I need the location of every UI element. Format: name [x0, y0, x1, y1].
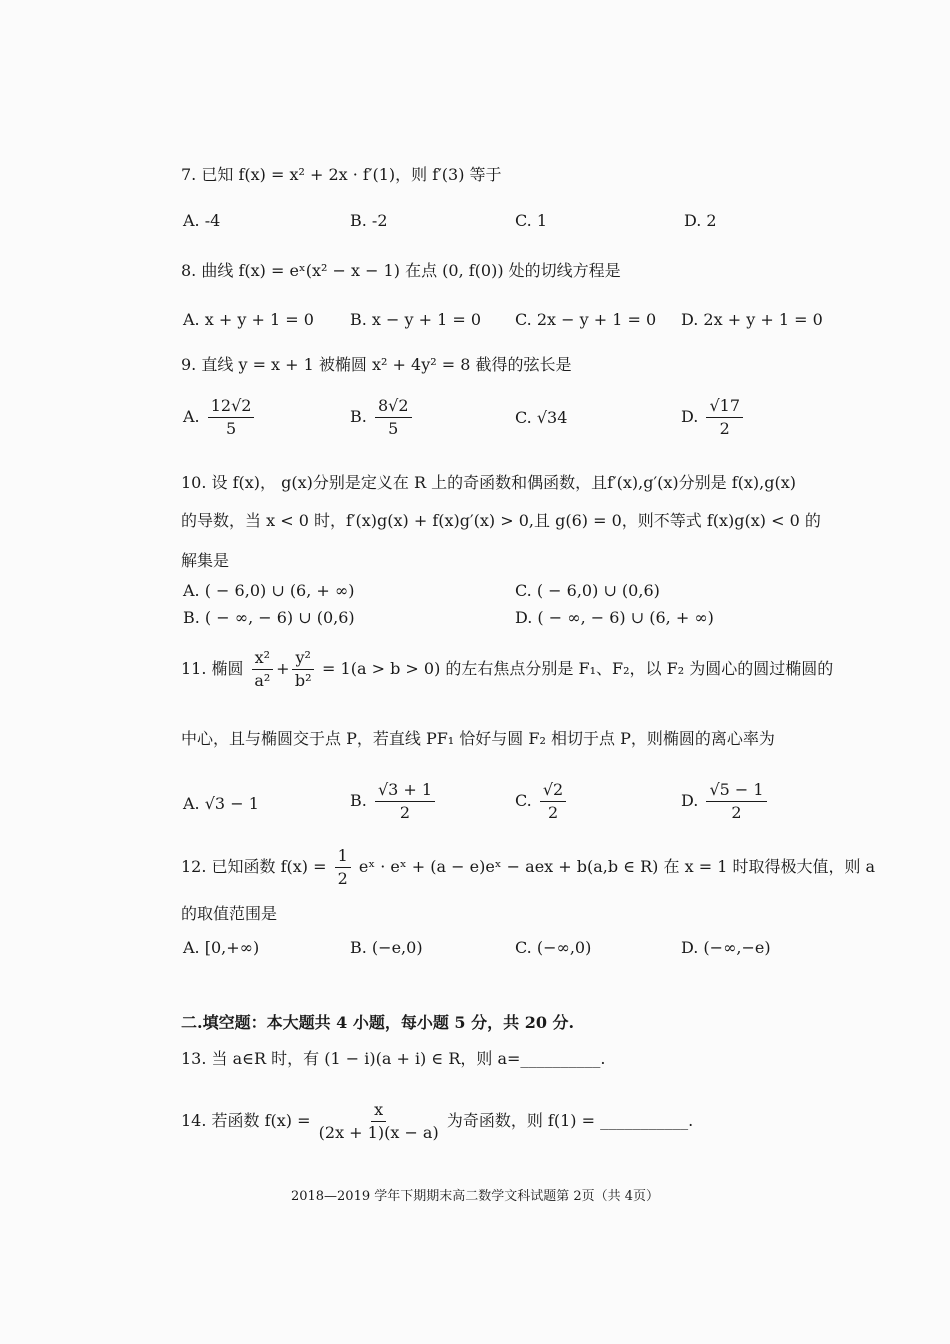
section-2-heading: 二.填空题：本大题共 4 小题，每小题 5 分，共 20 分.: [181, 1013, 575, 1032]
question-12-rest: eˣ · eˣ + (a − e)eˣ − aex + b(a,b ∈ R) 在 x = 1 时取得极大值，则 a: [358, 857, 876, 876]
question-12-line-1: [181, 846, 875, 889]
fraction-denominator: 2: [731, 803, 742, 822]
question-14-rest: 为奇函数，则 f(1) = ___________.: [446, 1111, 694, 1130]
fraction: [375, 780, 435, 823]
question-9-option-c: [515, 408, 567, 427]
fraction-numerator: y²: [292, 648, 313, 670]
question-11-line-2: 中心，且与椭圆交于点 P，若直线 PF₁ 恰好与圆 F₂ 相切于点 P，则椭圆的离心率为: [181, 729, 775, 748]
fraction: [252, 648, 273, 691]
fraction-numerator: √17: [706, 396, 743, 418]
option-value: √34: [536, 408, 568, 427]
question-12-option-a: A. [0,+∞): [183, 938, 260, 957]
option-label: A.: [183, 407, 200, 426]
question-9-option-a: [183, 396, 257, 439]
option-label: D.: [681, 407, 699, 426]
question-8-stem: 8. 曲线 f(x) = eˣ(x² − x − 1) 在点 (0, f(0)) 处的切线方程是: [181, 261, 621, 280]
fraction: [319, 1100, 439, 1143]
question-8-option-a: A. x + y + 1 = 0: [183, 310, 314, 329]
question-11-option-c: [515, 780, 569, 823]
question-8-option-b: B. x − y + 1 = 0: [350, 310, 482, 329]
question-9-option-d: [681, 396, 746, 439]
question-7-stem: 7. 已知 f(x) = x² + 2x · f′(1)，则 f′(3) 等于: [181, 165, 502, 184]
option-value: √3 − 1: [204, 794, 259, 813]
question-10-option-b: B. ( − ∞, − 6) ∪ (0,6): [183, 608, 355, 627]
question-11-prefix: 11. 椭圆: [181, 659, 244, 678]
question-14: [181, 1100, 693, 1143]
fraction: [292, 648, 313, 691]
fraction-denominator: 2: [547, 803, 559, 822]
question-9-stem: 9. 直线 y = x + 1 被椭圆 x² + 4y² = 8 截得的弦长是: [181, 355, 572, 374]
question-10-line-3: 解集是: [181, 551, 230, 570]
fraction: [208, 396, 255, 439]
fraction-numerator: √2: [540, 780, 566, 802]
fraction: [335, 846, 351, 889]
question-12-option-c: C. (−∞,0): [515, 938, 592, 957]
fraction-numerator: x²: [252, 648, 273, 670]
question-11-rest: = 1(a > b > 0) 的左右焦点分别是 F₁、F₂，以 F₂ 为圆心的圆过椭圆的: [322, 659, 834, 678]
question-7-option-a: A. -4: [183, 211, 221, 230]
fraction-denominator: a²: [254, 671, 271, 690]
fraction: [706, 396, 743, 439]
question-12-prefix: 12. 已知函数 f(x) =: [181, 857, 327, 876]
question-13: 13. 当 a∈R 时，有 (1 − i)(a + i) ∈ R，则 a=__________.: [181, 1049, 606, 1068]
question-11-line-1: 11. 椭圆 $\frac{\text{x²}}{\text{a²}}$ + $\frac{\text{y²}}{\text{b²}}$ = 1(a > b > 0) 的左右焦点分别是 F₁、F₂，以 F₂ 为圆心的圆过椭圆的: [181, 648, 834, 690]
question-10-line-2: 的导数，当 x < 0 时，f′(x)g(x) + f(x)g′(x) > 0,且 g(6) = 0，则不等式 f(x)g(x) < 0 的: [181, 511, 821, 530]
fraction-denominator: 5: [388, 419, 399, 438]
fraction-numerator: √5 − 1: [706, 780, 766, 802]
question-10-option-d: D. ( − ∞, − 6) ∪ (6, + ∞): [515, 608, 714, 627]
question-10-line-1: 10. 设 f(x)， g(x)分别是定义在 R 上的奇函数和偶函数，且f′(x),g′(x)分别是 f(x),g(x): [181, 473, 796, 492]
option-label: B.: [350, 407, 367, 426]
question-9-option-b: [350, 396, 415, 439]
option-label: D.: [681, 791, 699, 810]
page-footer: 2018—2019 学年下期期末高二数学文科试题第 2页（共 4页）: [290, 1189, 660, 1204]
fraction-numerator: x: [371, 1100, 386, 1122]
question-12-option-b: B. (−e,0): [350, 938, 423, 957]
question-11-option-a: [183, 794, 259, 813]
option-label: C.: [515, 408, 532, 427]
question-8-option-d: D. 2x + y + 1 = 0: [681, 310, 823, 329]
fraction-denominator: 2: [399, 803, 411, 822]
option-label: B.: [350, 791, 367, 810]
question-10-option-c: C. ( − 6,0) ∪ (0,6): [515, 581, 660, 600]
question-12-line-2: 的取值范围是: [181, 904, 278, 923]
fraction-denominator: 2: [337, 869, 348, 888]
option-label: C.: [515, 791, 532, 810]
question-12-option-d: D. (−∞,−e): [681, 938, 771, 957]
question-8-option-c: C. 2x − y + 1 = 0: [515, 310, 657, 329]
question-11-option-b: [350, 780, 438, 823]
fraction: [375, 396, 412, 439]
question-11-option-d: [681, 780, 770, 823]
question-10-option-a: A. ( − 6,0) ∪ (6, + ∞): [183, 581, 355, 600]
question-7-option-b: B. -2: [350, 211, 388, 230]
question-14-prefix: 14. 若函数 f(x) =: [181, 1111, 311, 1130]
fraction-denominator: 5: [226, 419, 237, 438]
fraction-numerator: √3 + 1: [375, 780, 435, 802]
option-label: A.: [183, 794, 200, 813]
fraction-denominator: (2x + 1)(x − a): [318, 1123, 439, 1142]
fraction-denominator: 2: [719, 419, 730, 438]
question-7-option-d: D. 2: [684, 211, 717, 230]
fraction-numerator: 8√2: [375, 396, 412, 418]
question-7-option-c: C. 1: [515, 211, 548, 230]
fraction-denominator: b²: [294, 671, 312, 690]
fraction-numerator: 12√2: [208, 396, 255, 418]
fraction: [540, 780, 566, 823]
fraction: [706, 780, 766, 823]
fraction-numerator: 1: [335, 846, 351, 868]
